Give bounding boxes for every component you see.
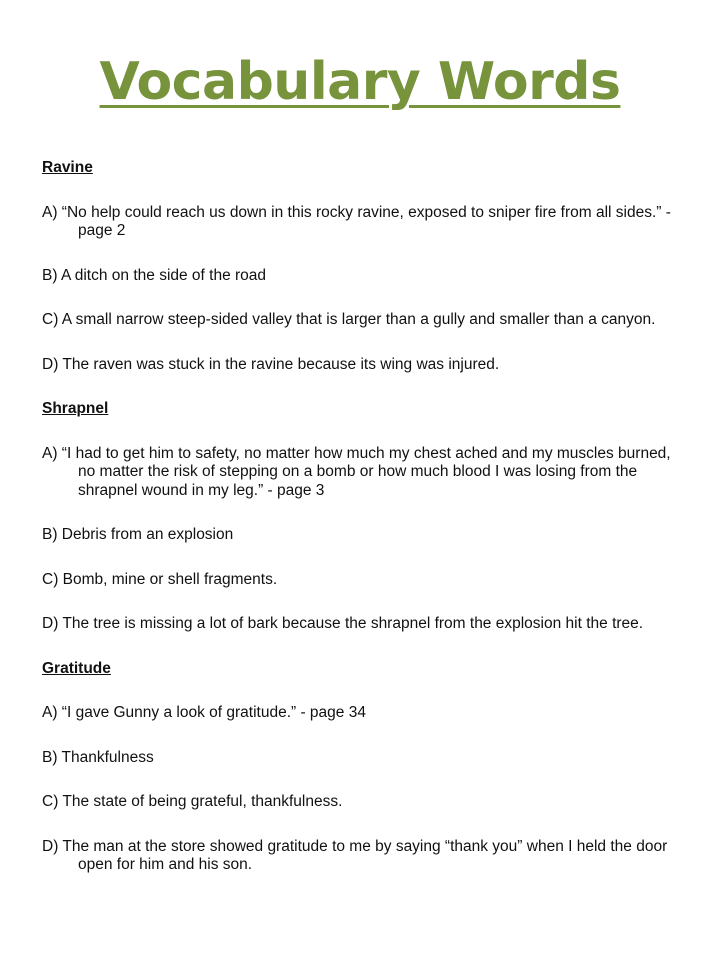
vocab-word: Ravine (42, 159, 93, 176)
vocab-section-ravine (42, 159, 682, 374)
vocab-section-gratitude (42, 660, 682, 875)
definition-c: C) The state of being grateful, thankfulness. (42, 793, 343, 810)
definition-b: B) A ditch on the side of the road (42, 266, 267, 284)
vocab-section-shrapnel (42, 400, 682, 634)
definition-a: A) “No help could reach us down in this rocky ravine, exposed to sniper fire from all sides.” - page 2 (42, 203, 671, 239)
definition-c: C) A small narrow steep-sided valley that is larger than a gully and smaller than a canyon. (42, 311, 656, 328)
definition-b: B) Debris from an explosion (42, 526, 234, 543)
vocab-word: Gratitude (42, 659, 111, 677)
definition-d: D) The tree is missing a lot of bark because the shrapnel from the explosion hit the tree. (42, 615, 644, 632)
definition-d: D) The raven was stuck in the ravine because its wing was injured. (42, 355, 500, 373)
vocab-word: Shrapnel (42, 400, 109, 417)
definition-a: A) “I had to get him to safety, no matter how much my chest ached and my muscles burned, no matter the risk of stepping on a bomb or how much blood I was losing from the shrapnel wound in my leg.” - page 3 (42, 444, 671, 499)
page-title: Vocabulary Words (99, 52, 621, 112)
definition-d: D) The man at the store showed gratitude to me by saying “thank you” when I held the door open for him and his son. (42, 837, 668, 873)
definition-c: C) Bomb, mine or shell fragments. (42, 570, 278, 588)
vocabulary-list (42, 159, 682, 875)
definition-a: A) “I gave Gunny a look of gratitude.” - page 34 (42, 704, 366, 721)
definition-b: B) Thankfulness (42, 748, 154, 766)
